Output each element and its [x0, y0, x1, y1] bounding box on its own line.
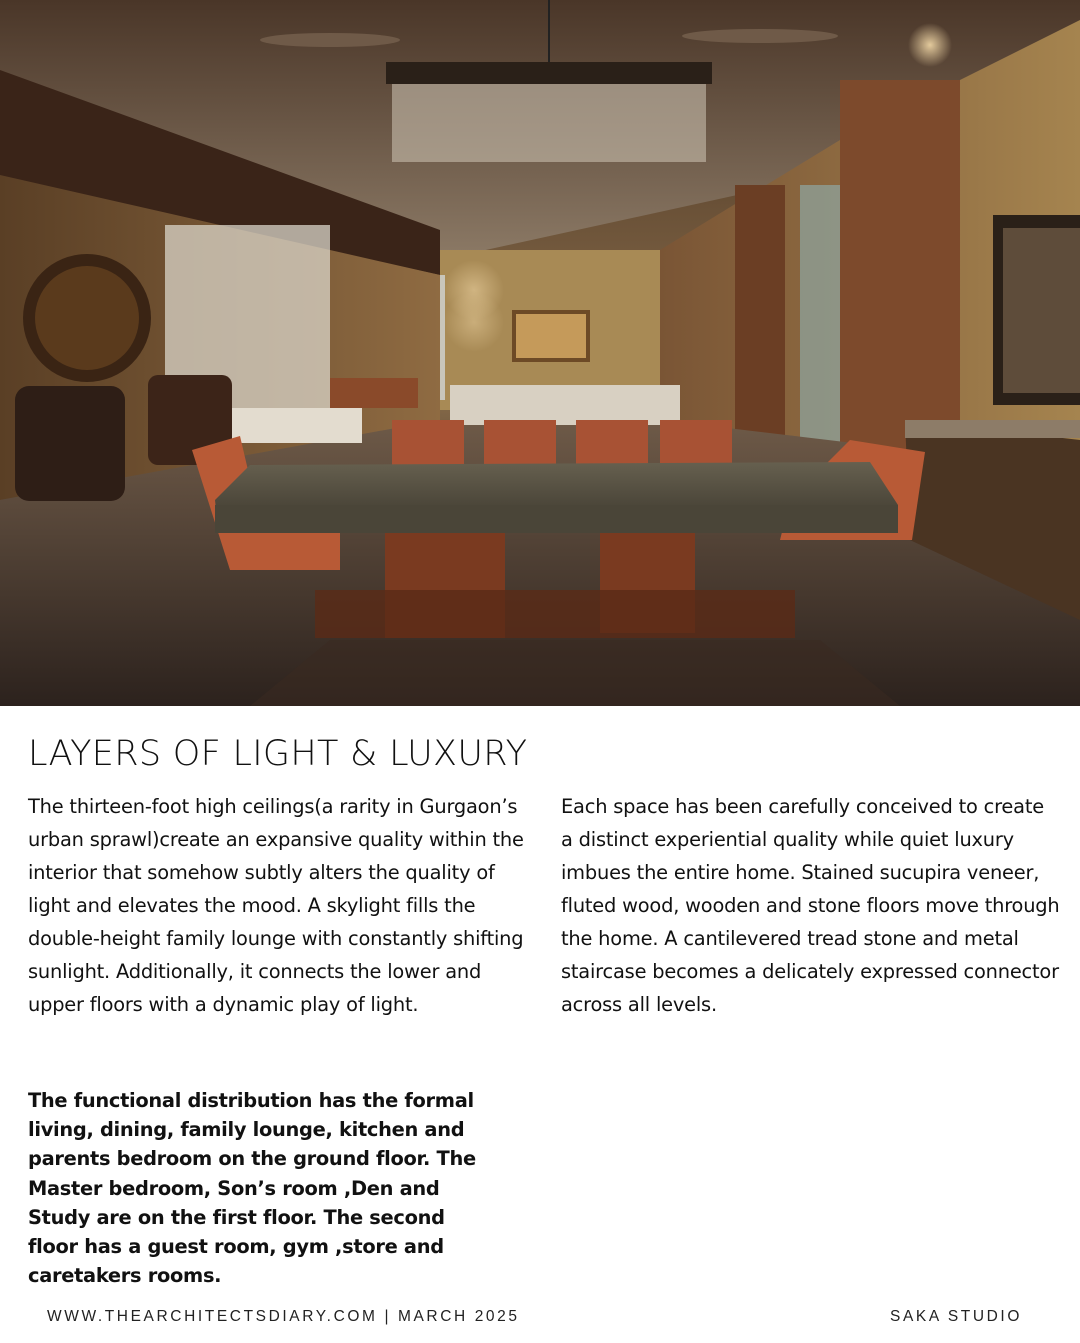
floor-distribution-paragraph: The functional distribution has the formal living, dining, family lounge, kitchen and parents bedroom on the ground floor. The Master bedroom, Son’s room ,Den and Study are on the first floor. The second floor has a guest room, gym ,store and caretakers rooms. [28, 1089, 476, 1288]
article-headline: LAYERS OF LIGHT & LUXURY [28, 734, 528, 774]
right-paragraph: Each space has been carefully conceived to create a distinct experiential quality while quiet luxury imbues the entire home. Stained sucupira veneer, fluted wood, wooden and stone floors move through the home. A cantilevered tread stone and metal staircase becomes a delicately expressed connector across all levels. [561, 795, 1060, 1016]
footer-studio: SAKA STUDIO [890, 1308, 1022, 1325]
left-paragraph: The thirteen-foot high ceilings(a rarity in Gurgaon’s urban sprawl)create an expansive quality within the interior that somehow subtly alters the quality of light and elevates the mood. A skylight fills the double-height family lounge with constantly shifting sunlight. Additionally, it connects the lower and upper floors with a dynamic play of light. [28, 795, 524, 1016]
footer-source: WWW.THEARCHITECTSDIARY.COM | MARCH 2025 [47, 1308, 520, 1325]
